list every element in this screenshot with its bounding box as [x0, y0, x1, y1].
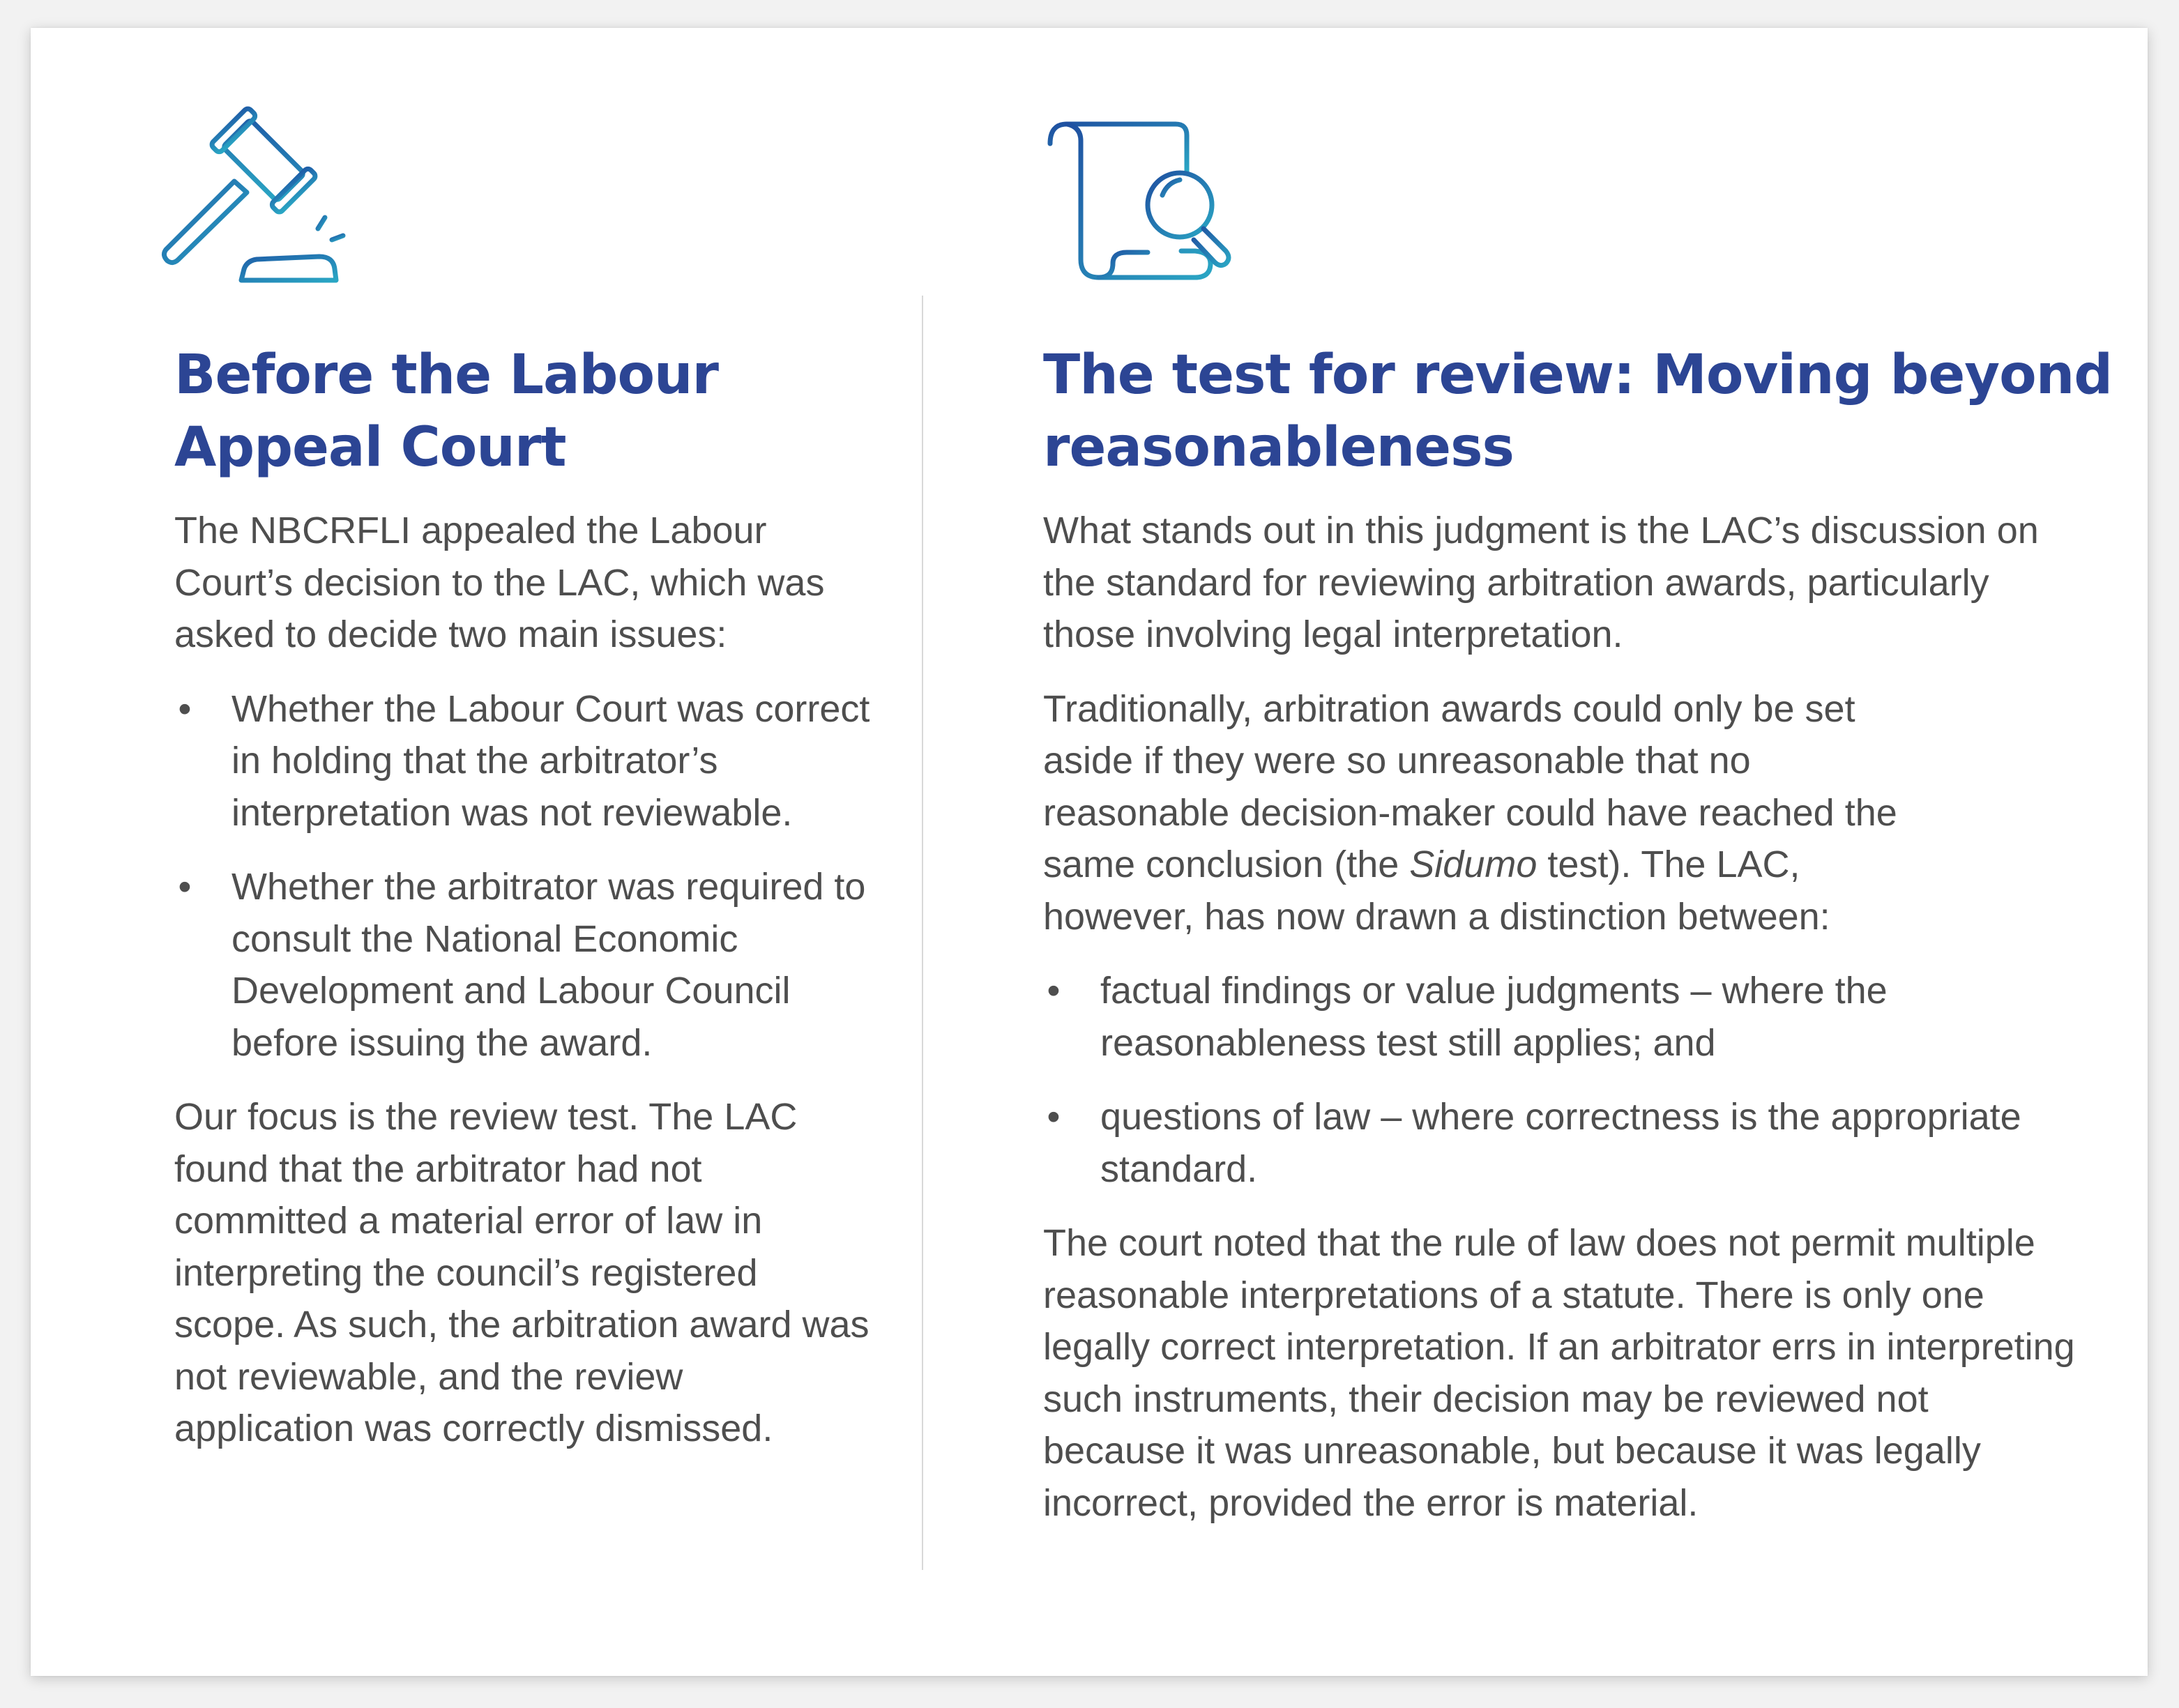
list-item-text: factual findings or value judgments – where the reasonableness test still applies; and: [1100, 970, 1888, 1064]
list-item: [174, 683, 872, 839]
left-issues-list: [174, 683, 872, 1069]
document-search-icon: [1043, 120, 1252, 287]
right-heading-line2: reasonableness: [1043, 416, 1514, 479]
case-name: Sidumo: [1409, 844, 1538, 885]
bullet-point: •: [178, 866, 192, 908]
column-divider: [922, 296, 923, 1570]
right-heading: [1043, 339, 2131, 484]
left-heading-line2: Appeal Court: [174, 416, 566, 479]
right-traditional-paragraph: [1043, 683, 1908, 943]
bullet-point: •: [1047, 1096, 1061, 1138]
left-heading: [174, 339, 899, 484]
traditional-text-before: Traditionally, arbitration awards could only be set aside if they were so unreasonable that no reasonable decision-maker could have reached the same conclusion (the: [1043, 687, 1897, 885]
list-item-text: questions of law – where correctness is the appropriate standard.: [1100, 1096, 2021, 1190]
list-item-text: Whether the arbitrator was required to consult the National Economic Development and Labour Council before issuing the award.: [231, 866, 866, 1064]
left-intro-paragraph: The NBCRFLI appealed the Labour Court’s decision to the LAC, which was asked to decide two main issues:: [174, 510, 825, 655]
right-intro-paragraph: What stands out in this judgment is the LAC’s discussion on the standard for reviewing arbitration awards, particularly those involving legal interpretation.: [1043, 510, 2039, 655]
list-item: [1043, 1091, 2075, 1195]
gavel-icon: [159, 98, 368, 307]
list-item: [1043, 965, 2075, 1069]
right-heading-line1: The test for review: Moving beyond: [1043, 344, 2113, 406]
list-item: [174, 861, 872, 1069]
right-conclusion-paragraph: The court noted that the rule of law does not permit multiple reasonable interpretations of a statute. There is only one legally correct interpretation. If an arbitrator errs in interpreting such instruments, their decision may be reviewed not because it was unreasonable, but because it was legally incorrect, provided the error is material.: [1043, 1222, 2075, 1524]
traditional-text-after: test). The LAC, however, has now drawn a distinction between:: [1043, 844, 1830, 938]
left-heading-line1: Before the Labour: [174, 344, 719, 406]
bullet-point: •: [1047, 970, 1061, 1012]
left-conclusion-paragraph: Our focus is the review test. The LAC found that the arbitrator had not committed a material error of law in interpreting the council’s registered scope. As such, the arbitration award was not reviewable, and the review application was correctly dismissed.: [174, 1096, 870, 1449]
right-distinction-list: [1043, 965, 2075, 1195]
left-body: [174, 505, 872, 1477]
list-item-text: Whether the Labour Court was correct in holding that the arbitrator’s interpretation was not reviewable.: [231, 687, 870, 834]
right-body: [1043, 505, 2075, 1551]
bullet-point: •: [178, 687, 192, 730]
